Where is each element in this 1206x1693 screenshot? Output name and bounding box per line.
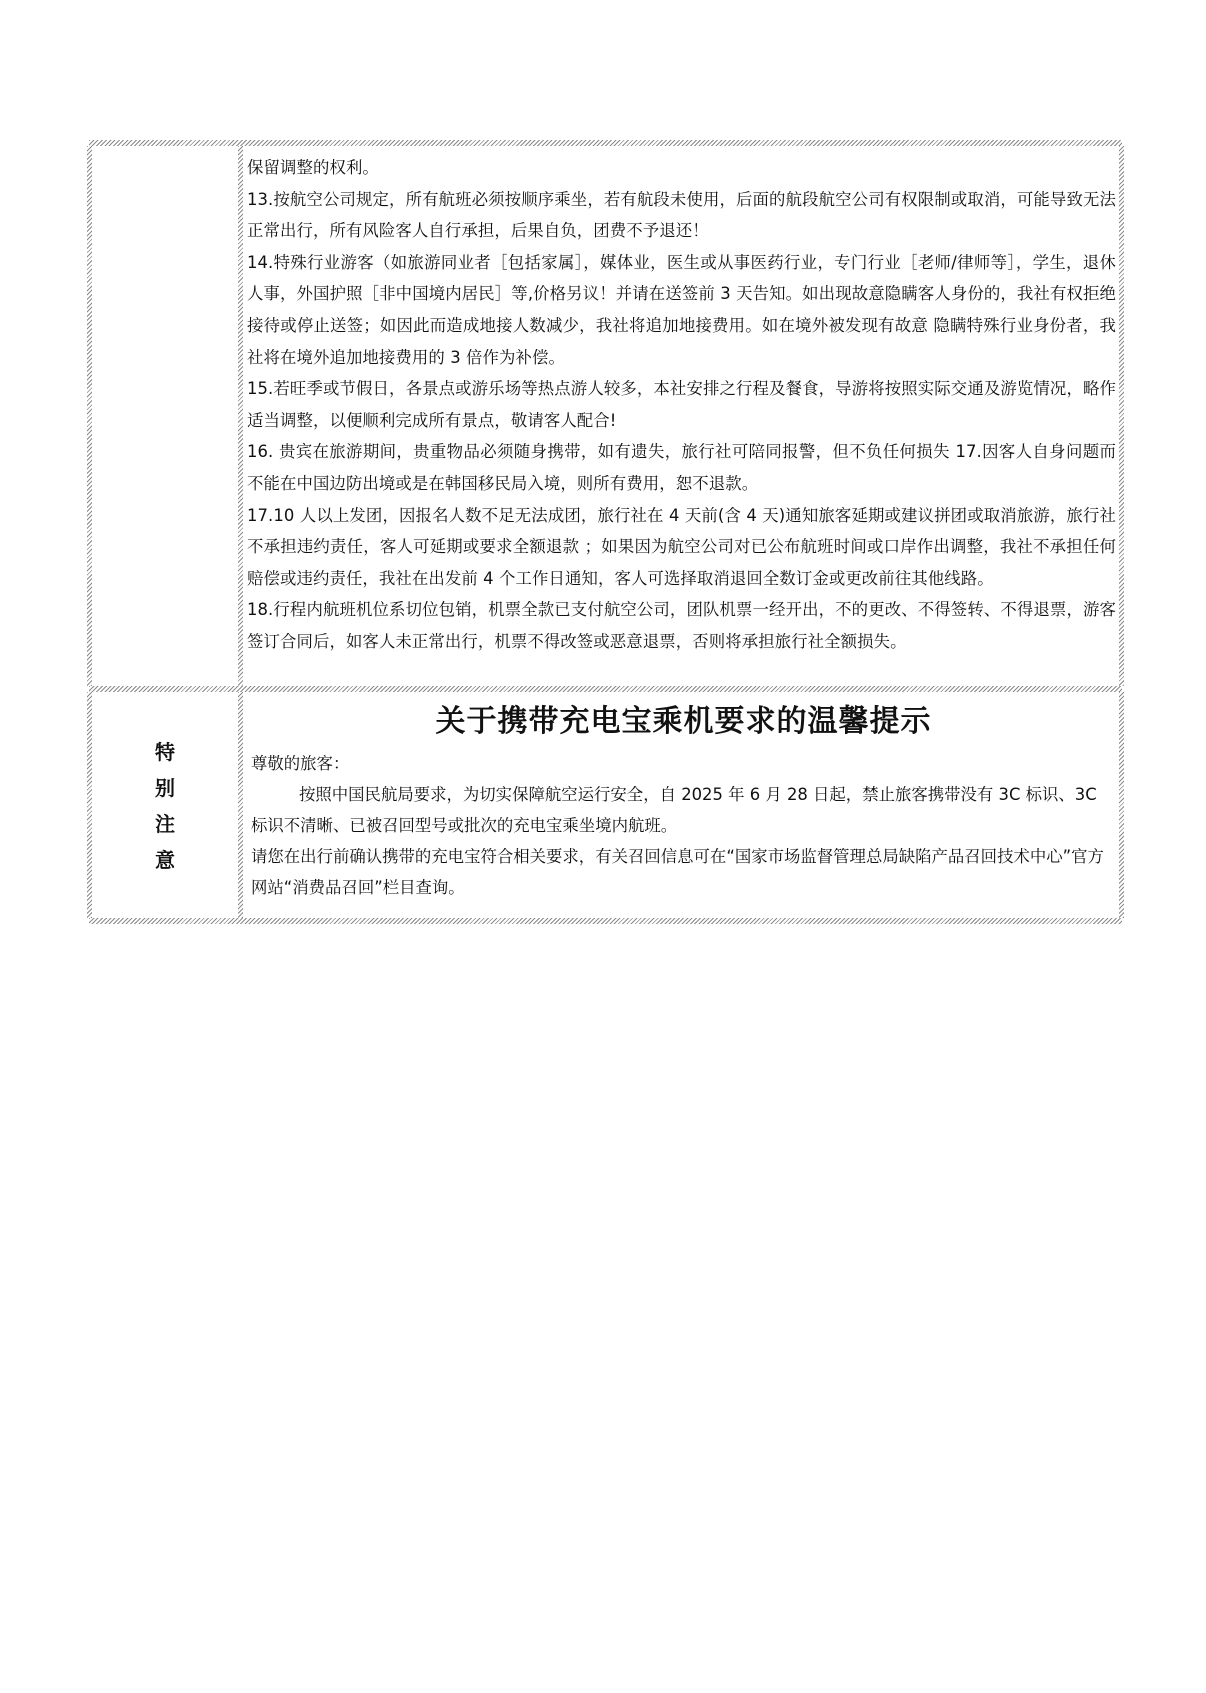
notice-paragraph-2: 请您在出行前确认携带的充电宝符合相关要求，有关召回信息可在“国家市场监督管理总局缺陷产品召回技术中心”官方网站“消费品召回”栏目查询。 xyxy=(251,847,1104,897)
terms-table xyxy=(89,140,1122,924)
side-label-char: 别 xyxy=(155,776,175,800)
terms-item-16: 16. 贵宾在旅游期间，贵重物品必须随身携带，如有遗失，旅行社可陪同报警，但不负任何损失 17.因客人自身问题而不能在中国边防出境或是在韩国移民局入境，则所有费用，恕不退款。 xyxy=(247,442,1116,493)
notice-row xyxy=(89,692,1122,918)
notice-label-cell xyxy=(89,692,241,918)
terms-item-18: 18.行程内航班机位系切位包销，机票全款已支付航空公司，团队机票一经开出，不的更改、不得签转、不得退票，游客签订合同后，如客人未正常出行，机票不得改签或恶意退票，否则将承担旅行社全额损失。 xyxy=(247,600,1116,651)
table-border-bottom xyxy=(89,918,1122,924)
notice-paragraph-1: 按照中国民航局要求，为切实保障航空运行安全，自 2025 年 6 月 28 日起，禁止旅客携带没有 3C 标识、3C 标识不清晰、已被召回型号或批次的充电宝乘坐境内航班。 xyxy=(251,785,1097,835)
terms-item-14: 14.特殊行业游客（如旅游同业者［包括家属］，媒体业，医生或从事医药行业，专门行业［老师/律师等］，学生，退休人事，外国护照［非中国境内居民］等,价格另议！并请在送签前 3 天告知。如出现故意隐瞒客人身份的，我社有权拒绝接待或停止送签；如因此而造成地接人数减少，我社将追加地接费用。如在境外被发现有故意 隐瞒特殊行业身份者，我社将在境外追加地接费用的 3 倍作为补偿。 xyxy=(247,252,1116,367)
terms-line: 保留调整的权利。 xyxy=(247,158,379,177)
notice-greeting: 尊敬的旅客： xyxy=(251,754,350,773)
table-border-right xyxy=(1119,692,1124,918)
terms-item-13: 13.按航空公司规定，所有航班必须按顺序乘坐，若有航段未使用，后面的航段航空公司有权限制或取消，可能导致无法正常出行，所有风险客人自行承担，后果自负，团费不予退还！ xyxy=(247,189,1116,241)
terms-item-17: 17.10 人以上发团，因报名人数不足无法成团，旅行社在 4 天前(含 4 天)通知旅客延期或建议拼团或取消旅游，旅行社不承担违约责任，客人可延期或要求全额退款 ；如果因为航空公司对已公布航班时间或口岸作出调整，我社不承担任何赔偿或违约责任，我社在出发前 4 个工作日通知，客人可选择取消退回全数订金或更改前往其他线路。 xyxy=(247,505,1116,588)
terms-content-cell xyxy=(241,146,1122,686)
notice-title: 关于携带充电宝乘机要求的温馨提示 xyxy=(435,704,932,739)
terms-text xyxy=(247,152,1116,658)
terms-item-15: 15.若旺季或节假日，各景点或游乐场等热点游人较多，本社安排之行程及餐食，导游将按照实际交通及游览情况，略作适当调整，以便顺利完成所有景点，敬请客人配合! xyxy=(247,379,1116,430)
side-label-char: 特 xyxy=(155,740,175,764)
terms-row xyxy=(89,146,1122,686)
terms-label-cell xyxy=(89,146,241,686)
side-label-char: 意 xyxy=(155,848,175,872)
table-border-right xyxy=(1119,146,1124,686)
notice-content-cell xyxy=(241,692,1122,918)
side-label-char: 注 xyxy=(155,812,175,836)
